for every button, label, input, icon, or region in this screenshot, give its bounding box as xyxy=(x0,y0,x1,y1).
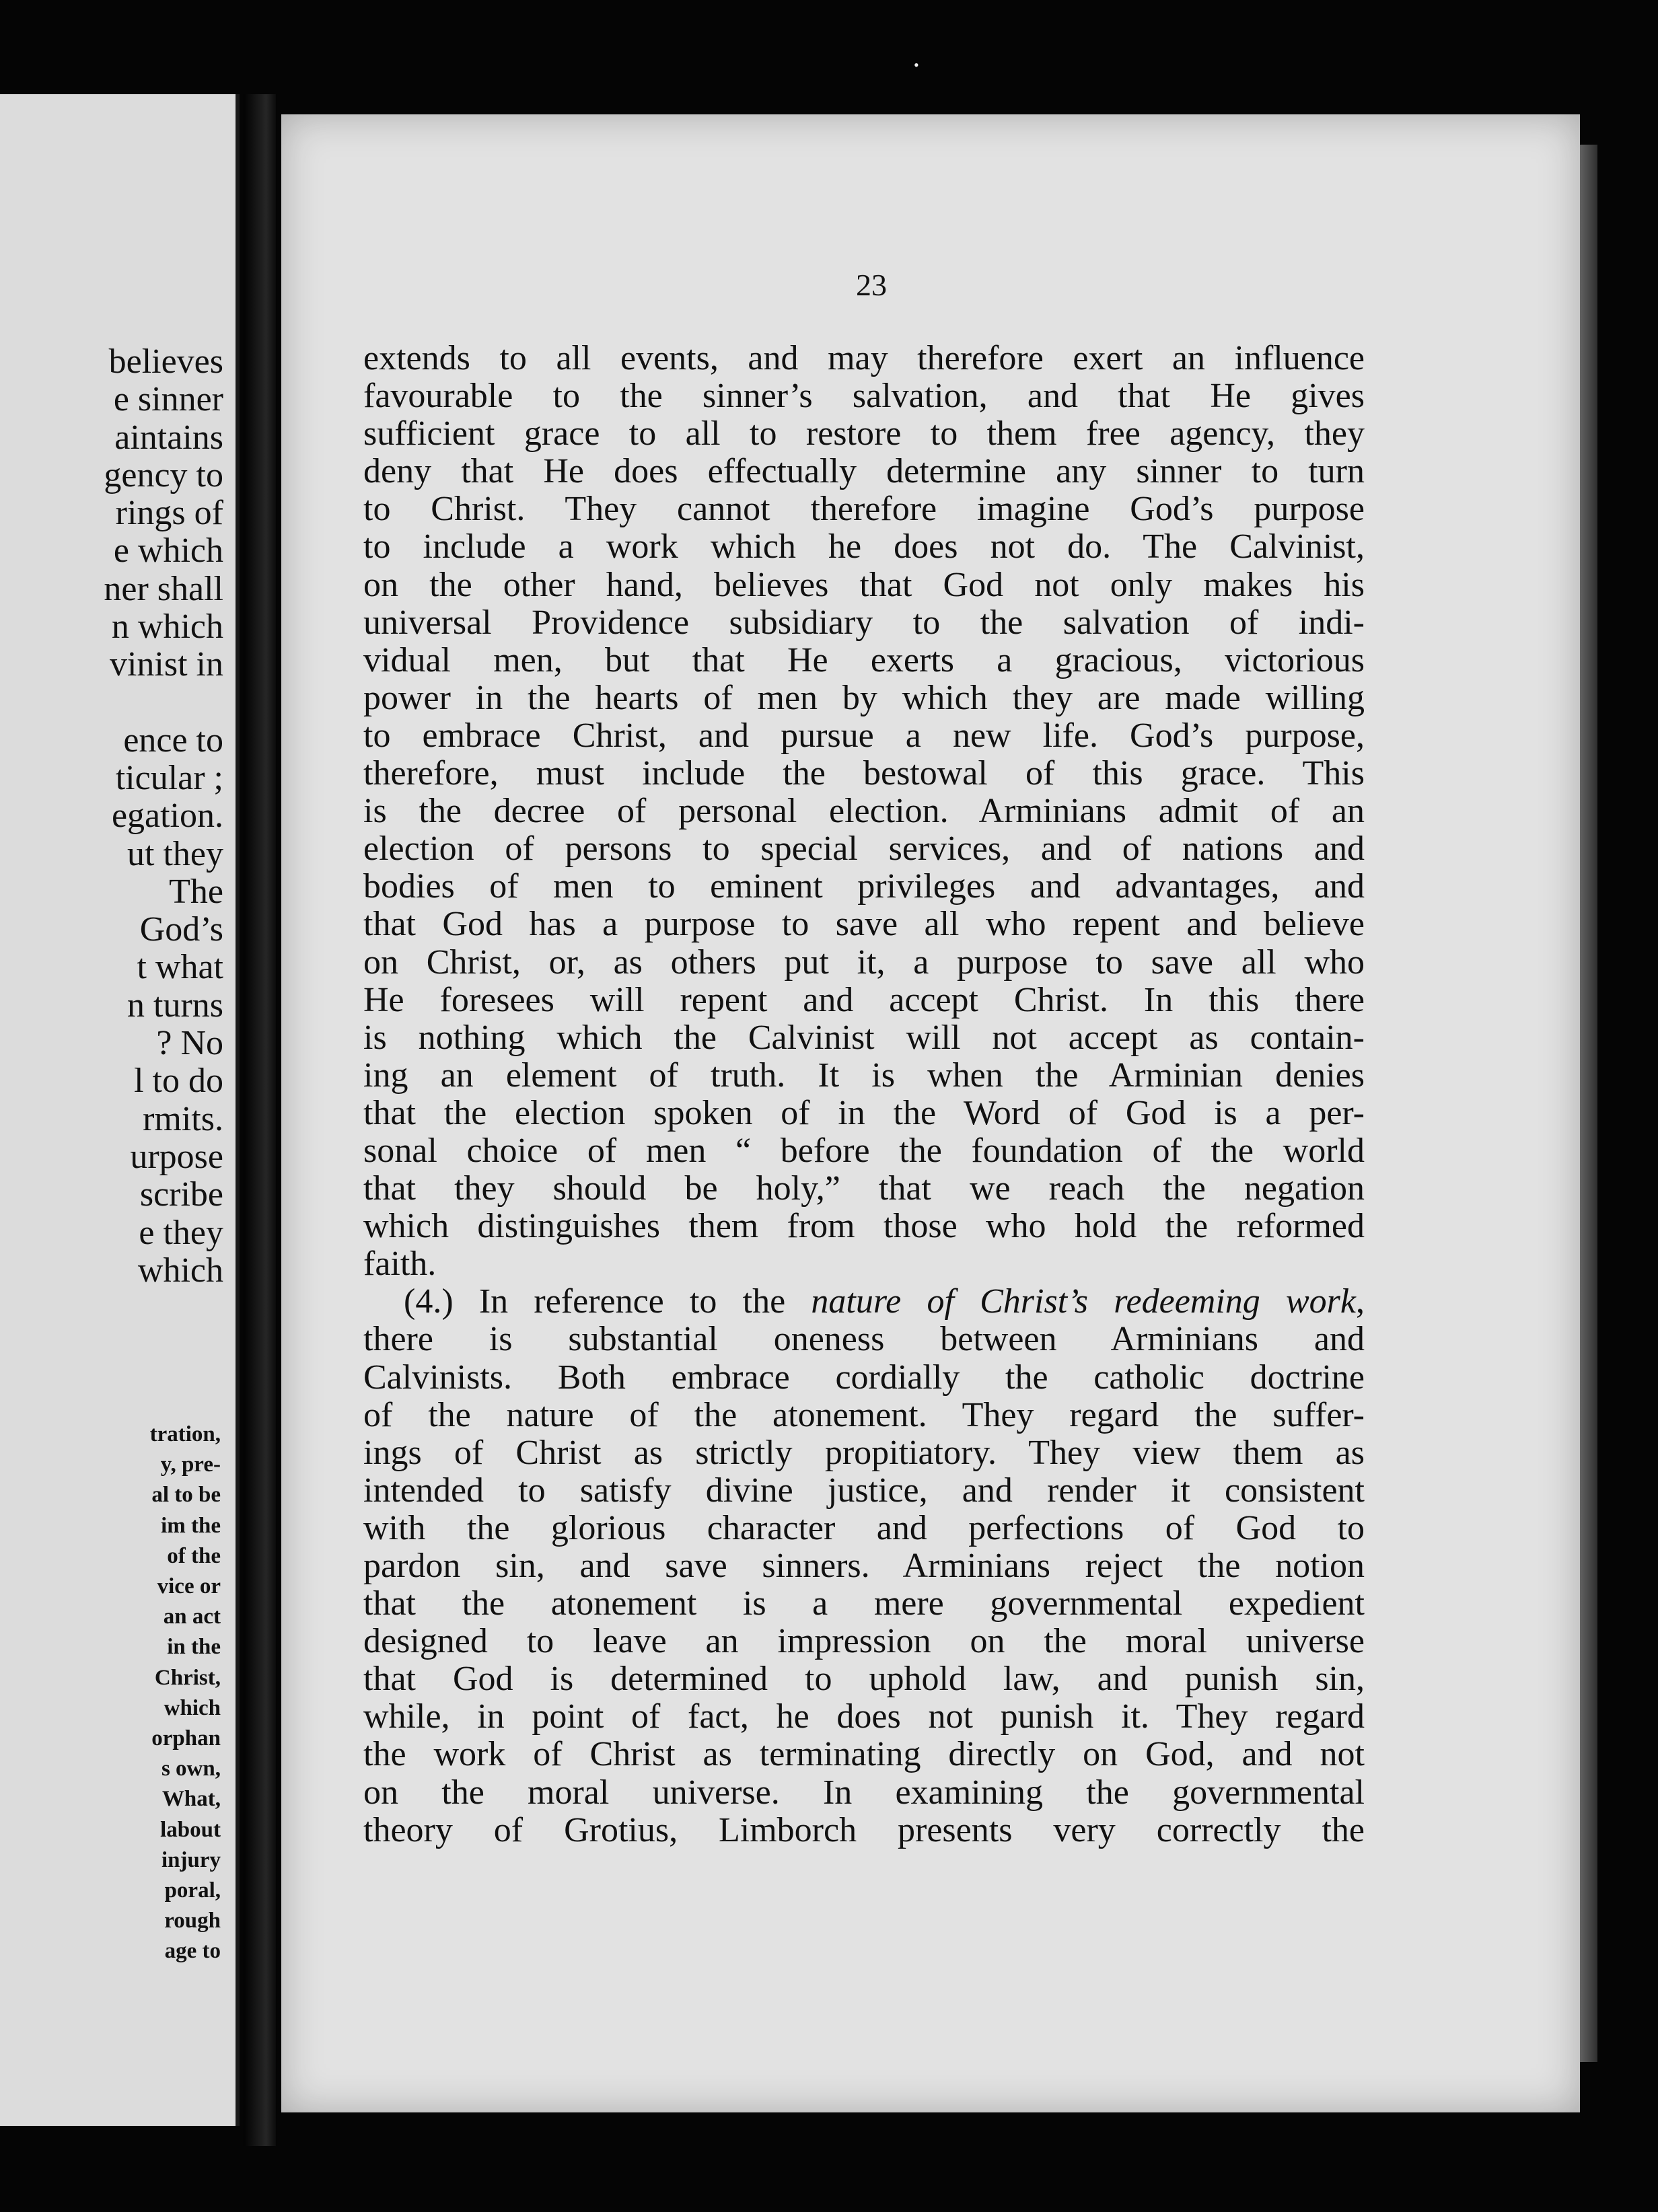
text-line: that God is determined to uphold law, and punish sin, xyxy=(363,1660,1365,1699)
text-line: faith. xyxy=(363,1245,437,1284)
text-line: which distinguishes them from those who hold the reformed xyxy=(363,1207,1365,1246)
text-line: that the atonement is a mere governmental expedient xyxy=(363,1584,1365,1623)
previous-page-line: rings of xyxy=(115,494,223,533)
previous-page-line: ut they xyxy=(127,834,223,873)
previous-page-footnote-line: s own, xyxy=(161,1757,221,1781)
text-line: that God has a purpose to save all who repent and believe xyxy=(363,905,1365,944)
text-line: ing an element of truth. It is when the Arminian denies xyxy=(363,1056,1365,1095)
text-line: there is substantial oneness between Arminians and xyxy=(363,1320,1365,1359)
text-line: on the other hand, believes that God not only makes his xyxy=(363,565,1365,604)
previous-page-footnote-line: y, pre- xyxy=(160,1452,221,1477)
text-line: intended to satisfy divine justice, and render it consistent xyxy=(363,1471,1365,1510)
previous-page-footnotes xyxy=(150,1420,221,1967)
previous-page-line: The xyxy=(169,872,223,911)
previous-page-line: n which xyxy=(111,607,223,647)
text-line: the work of Christ as terminating directly on God, and not xyxy=(363,1735,1365,1774)
text-line: on the moral universe. In examining the governmental xyxy=(363,1773,1365,1812)
text-line-lead: (4.) In reference to the xyxy=(404,1282,812,1321)
previous-page-line: ence to xyxy=(123,721,223,760)
text-line: of the nature of the atonement. They regard the suffer- xyxy=(363,1395,1365,1434)
previous-page-footnote-line: poral, xyxy=(164,1878,221,1903)
text-line: favourable to the sinner’s salvation, and that He gives xyxy=(363,377,1365,416)
text-line: extends to all events, and may therefore exert an influence xyxy=(363,339,1365,377)
text-line: Calvinists. Both embrace cordially the catholic doctrine xyxy=(363,1358,1365,1397)
previous-page-line: e sinner xyxy=(113,380,223,419)
previous-page-line: e which xyxy=(113,531,223,570)
previous-page-footnote-line: of the xyxy=(167,1543,221,1568)
text-line: sufficient grace to all to restore to them free agency, they xyxy=(363,414,1365,453)
previous-page-footnote-line: rough xyxy=(164,1909,221,1933)
text-line: bodies of men to eminent privileges and advantages, and xyxy=(363,867,1365,906)
text-line: while, in point of fact, he does not punish it. They regard xyxy=(363,1697,1365,1736)
previous-page-line: scribe xyxy=(139,1175,223,1214)
previous-page-footnote-line: im the xyxy=(161,1513,221,1538)
previous-page-footnote-line: orphan xyxy=(151,1726,221,1751)
previous-page-line: t what xyxy=(137,948,223,987)
previous-page-line: urpose xyxy=(130,1137,223,1176)
previous-page-line: vinist in xyxy=(109,645,223,684)
text-line-tail: , xyxy=(1356,1282,1365,1321)
previous-page-footnote-line: al to be xyxy=(151,1483,221,1508)
book-gutter xyxy=(244,94,276,2146)
previous-page-footnote-line: an act xyxy=(163,1605,221,1629)
previous-page-footnote-line: vice or xyxy=(157,1574,221,1599)
text-line: with the glorious character and perfections of God to xyxy=(363,1508,1365,1547)
previous-page-fragment xyxy=(0,94,240,2126)
previous-page-line: egation. xyxy=(111,797,223,836)
scan-speck: • xyxy=(914,57,919,73)
previous-page-line: God’s xyxy=(139,910,223,949)
previous-page-line: ? No xyxy=(156,1024,223,1063)
text-line: deny that He does effectually determine any sinner to turn xyxy=(363,452,1365,491)
previous-page-line xyxy=(104,684,223,722)
text-line: vidual men, but that He exerts a gracious, victorious xyxy=(363,640,1365,679)
previous-page-line: e they xyxy=(139,1213,223,1252)
previous-page-body-text xyxy=(104,343,223,1290)
previous-page-line: which xyxy=(137,1251,223,1290)
text-line: to Christ. They cannot therefore imagine God’s purpose xyxy=(363,490,1365,529)
previous-page-footnote-line: tration, xyxy=(149,1422,221,1446)
previous-page-footnote-line: in the xyxy=(167,1635,221,1660)
previous-page-line: n turns xyxy=(127,986,223,1025)
text-line: designed to leave an impression on the moral universe xyxy=(363,1622,1365,1661)
page-body-text xyxy=(363,340,1365,1849)
previous-page-line: rmits. xyxy=(143,1099,223,1138)
text-line: therefore, must include the bestowal of this grace. This xyxy=(363,754,1365,793)
text-line: to include a work which he does not do. The Calvinist, xyxy=(363,527,1365,566)
previous-page-footnote-line: labout xyxy=(160,1817,221,1842)
text-line: on Christ, or, as others put it, a purpose to save all who xyxy=(363,943,1365,982)
previous-page-footnote-line: injury xyxy=(161,1847,221,1872)
previous-page-footnote-line: Christ, xyxy=(154,1665,221,1690)
text-line: pardon sin, and save sinners. Arminians reject the notion xyxy=(363,1547,1365,1585)
italic-phrase: nature of Christ’s redeeming work xyxy=(811,1282,1357,1321)
text-line: theory of Grotius, Limborch presents very correctly the xyxy=(363,1810,1365,1849)
text-line: sonal choice of men “ before the foundation of the world xyxy=(363,1131,1365,1170)
text-line: power in the hearts of men by which they are made willing xyxy=(363,678,1365,717)
text-line: is the decree of personal election. Arminians admit of an xyxy=(363,792,1365,831)
previous-page-line: ticular ; xyxy=(115,758,223,797)
previous-page-line: aintains xyxy=(114,418,223,457)
previous-page-line: l to do xyxy=(134,1062,223,1101)
text-line: to embrace Christ, and pursue a new life. God’s purpose, xyxy=(363,716,1365,755)
text-line: is nothing which the Calvinist will not accept as contain- xyxy=(363,1018,1365,1057)
previous-page-line: ner shall xyxy=(104,569,223,608)
text-line: He foresees will repent and accept Christ. In this there xyxy=(363,980,1365,1019)
text-line xyxy=(363,1283,1365,1321)
previous-page-footnote-line: age to xyxy=(164,1939,221,1964)
previous-page-line: believes xyxy=(108,342,223,381)
previous-page-footnote-line: What, xyxy=(161,1787,221,1812)
text-line: that the election spoken of in the Word of God is a per- xyxy=(363,1093,1365,1132)
previous-page-footnote-line: which xyxy=(164,1695,221,1720)
text-line: that they should be holy,” that we reach the negation xyxy=(363,1169,1365,1208)
text-line: election of persons to special services, and of nations and xyxy=(363,830,1365,869)
text-line: universal Providence subsidiary to the salvation of indi- xyxy=(363,603,1365,642)
page-number: 23 xyxy=(856,268,887,302)
previous-page-line: gency to xyxy=(104,455,223,494)
text-line: ings of Christ as strictly propitiatory. They view them as xyxy=(363,1433,1365,1472)
